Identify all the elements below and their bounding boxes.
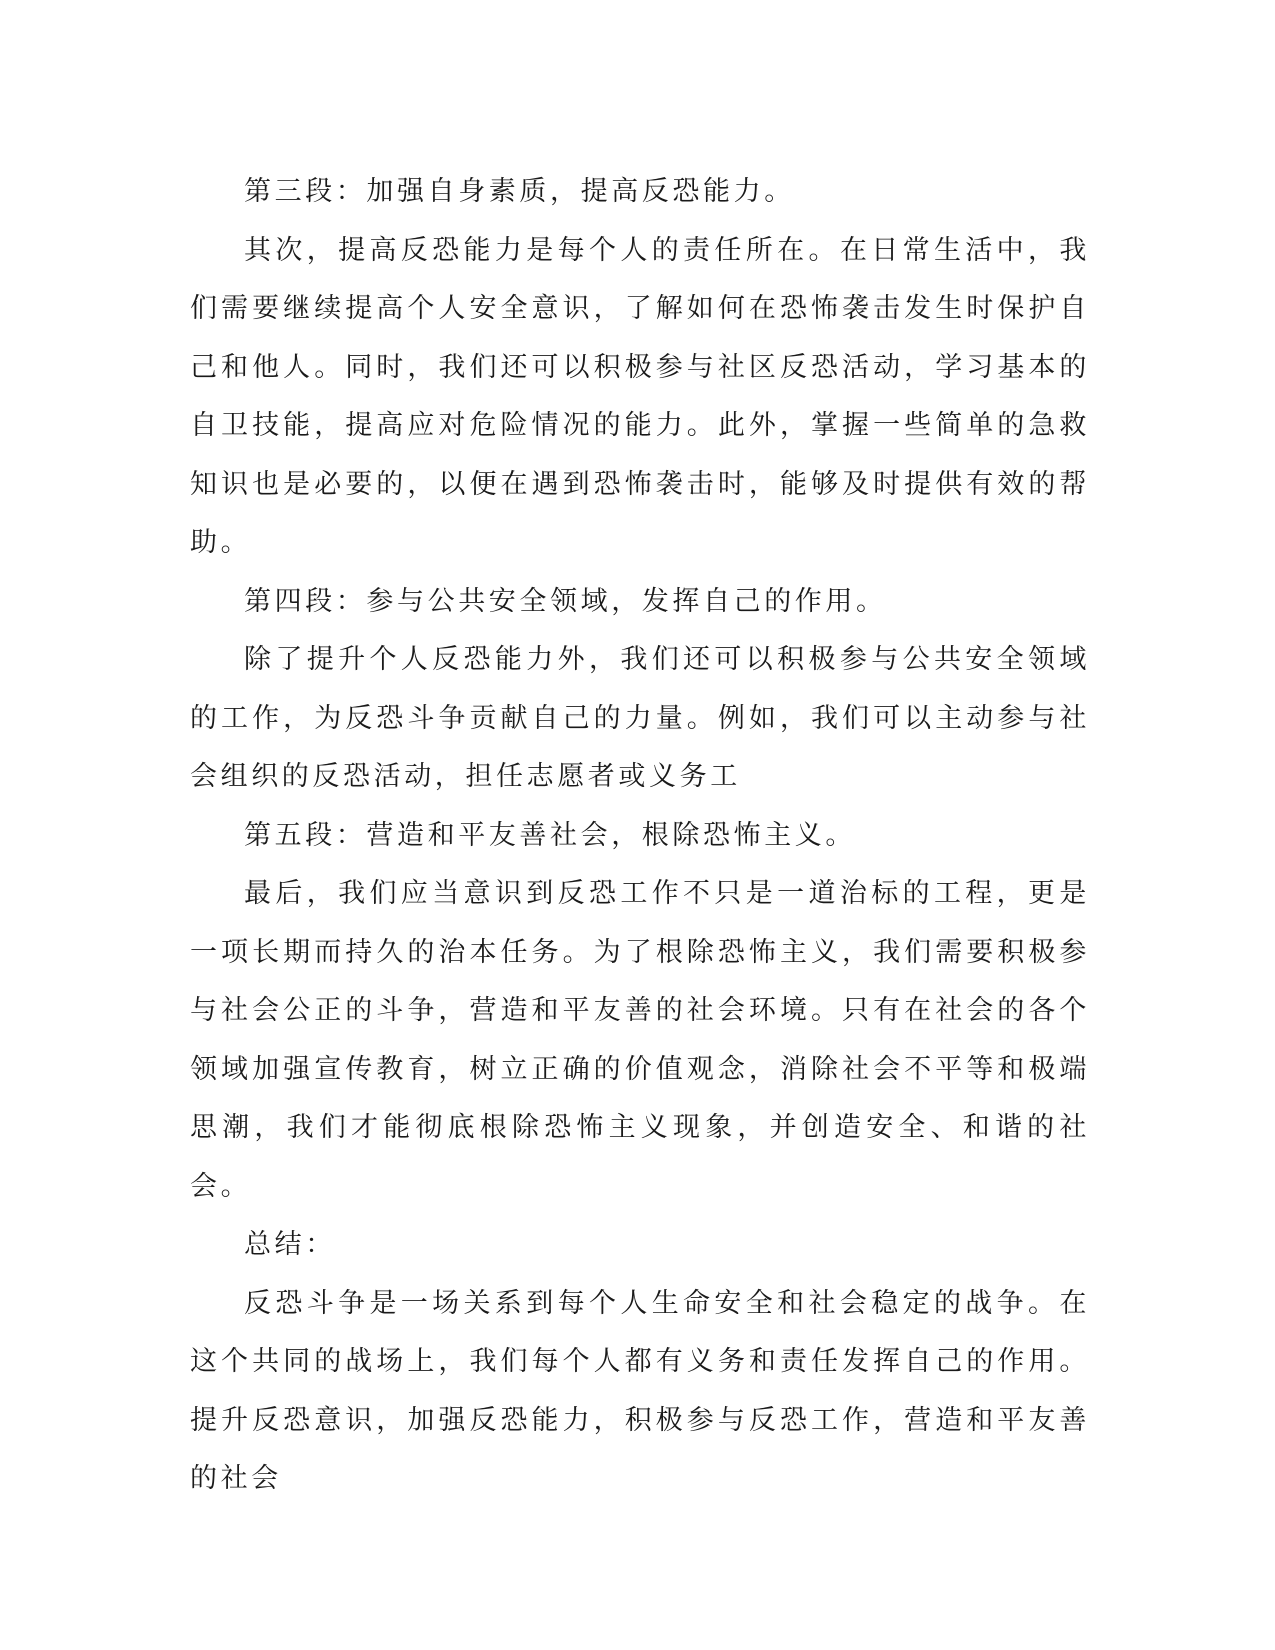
document-body [190, 163, 1090, 1509]
body-paragraph: 除了提升个人反恐能力外，我们还可以积极参与公共安全领域的工作，为反恐斗争贡献自己的力量。例如，我们可以主动参与社会组织的反恐活动，担任志愿者或义务工 [190, 644, 1090, 792]
summary-heading: 总结： [244, 1229, 336, 1260]
section-heading-4: 第四段：参与公共安全领域，发挥自己的作用。 [244, 585, 887, 617]
section-heading-5: 第五段：营造和平友善社会，根除恐怖主义。 [244, 819, 856, 851]
body-paragraph: 其次，提高反恐能力是每个人的责任所在。在日常生活中，我们需要继续提高个人安全意识，了解如何在恐怖袭击发生时保护自己和他人。同时，我们还可以积极参与社区反恐活动，学习基本的自卫技能，提高应对危险情况的能力。此外，掌握一些简单的急救知识也是必要的，以便在遇到恐怖袭击时，能够及时提供有效的帮助。 [190, 234, 1090, 558]
section-heading-3: 第三段：加强自身素质，提高反恐能力。 [244, 176, 795, 207]
body-paragraph: 反恐斗争是一场关系到每个人生命安全和社会稳定的战争。在这个共同的战场上，我们每个人都有义务和责任发挥自己的作用。提升反恐意识，加强反恐能力，积极参与反恐工作，营造和平友善的社会 [190, 1287, 1090, 1494]
body-paragraph: 最后，我们应当意识到反恐工作不只是一道治标的工程，更是一项长期而持久的治本任务。为了根除恐怖主义，我们需要积极参与社会公正的斗争，营造和平友善的社会环境。只有在社会的各个领域加强宣传教育，树立正确的价值观念，消除社会不平等和极端思潮，我们才能彻底根除恐怖主义现象，并创造安全、和谐的社会。 [190, 878, 1090, 1202]
